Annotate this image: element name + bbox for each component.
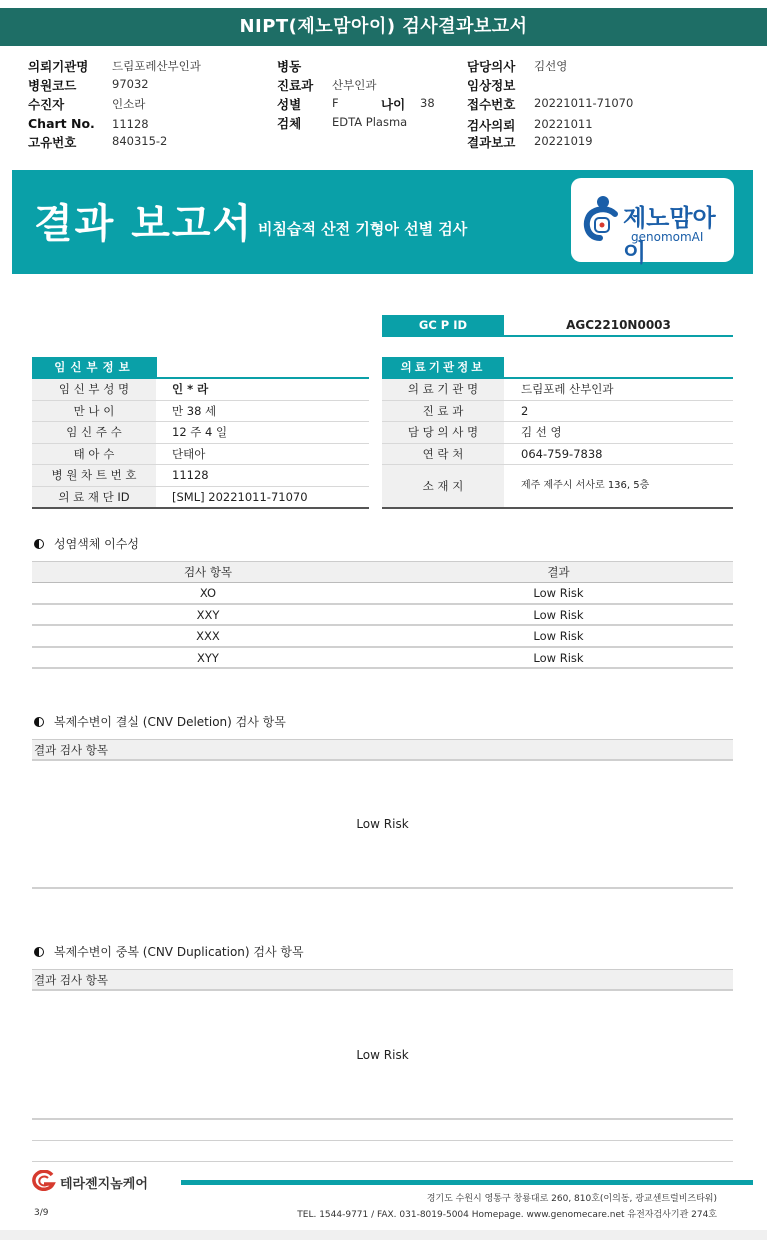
banner-subtitle: 비침습적 산전 기형아 선별 검사 — [258, 220, 468, 238]
logo-korean-text: 제노맘아이 — [623, 204, 716, 267]
pregnant-info-table — [32, 379, 369, 509]
table-value: 11128 — [172, 468, 209, 482]
report-banner — [12, 170, 753, 274]
table-key: 의 료 기 관 명 — [382, 379, 504, 400]
cell-result: Low Risk — [533, 650, 584, 665]
table-row — [32, 422, 369, 444]
cell-item: XO — [199, 586, 217, 600]
half-circle-icon — [34, 947, 44, 957]
col-header-result: 결과 — [547, 565, 570, 579]
table-row — [382, 401, 733, 423]
table-header — [32, 561, 733, 583]
cnv-deletion-result: Low Risk — [356, 817, 409, 831]
cell-item: XXX — [196, 629, 220, 643]
cnv-duplication-result: Low Risk — [356, 1048, 409, 1062]
header-value: 97032 — [112, 77, 149, 91]
header-label: 고유번호 — [28, 135, 77, 150]
institution-info-table — [382, 379, 733, 509]
table-row — [32, 401, 369, 423]
col-header-item: 검사 항목 — [183, 565, 233, 579]
table-row — [32, 379, 369, 401]
divider — [32, 507, 369, 509]
cell-result: Low Risk — [533, 586, 584, 600]
table-row — [32, 583, 733, 605]
terragen-logo — [30, 1170, 180, 1192]
header-value: 840315-2 — [112, 134, 168, 148]
aneuploidy-heading — [34, 535, 139, 552]
table-row — [382, 379, 733, 401]
cnv-deletion-table-header: 결과 검사 항목 — [32, 739, 733, 761]
cell-result: Low Risk — [533, 629, 584, 643]
header-value: 산부인과 — [332, 78, 377, 92]
banner-title: 결과 보고서 — [34, 201, 254, 247]
table-key: 임 신 주 수 — [32, 422, 156, 443]
table-row — [382, 444, 733, 466]
genomom-logo — [571, 178, 734, 267]
header-value: 20221011-71070 — [534, 96, 634, 110]
logo-english-text: genomomAI — [631, 230, 704, 244]
divider — [32, 1161, 733, 1162]
table-key: 만 나 이 — [32, 401, 156, 422]
table-value: [SML] 20221011-71070 — [172, 489, 308, 504]
gcp-id-label: GC P ID — [382, 315, 504, 336]
table-key: 진 료 과 — [382, 401, 504, 422]
header-label: 병동 — [277, 59, 302, 74]
genomom-logo-icon — [581, 194, 619, 246]
table-value: 김 선 영 — [521, 425, 562, 439]
table-value: 단태아 — [172, 446, 206, 461]
header-value: EDTA Plasma — [332, 115, 408, 129]
table-value: 제주 제주시 서사로 136, 5층 — [521, 480, 650, 491]
company-address: 경기도 수원시 영통구 창룡대로 260, 810호(이의동, 광교센트럴비즈타워) — [426, 1194, 717, 1204]
divider — [32, 887, 733, 889]
header-value: 20221019 — [534, 134, 593, 148]
header-label: 접수번호 — [467, 97, 516, 112]
cnv-deletion-heading — [34, 713, 286, 730]
table-key: 연 락 처 — [382, 444, 504, 465]
age-value: 38 — [420, 96, 435, 110]
footer-bar — [181, 1180, 753, 1185]
table-value: 064-759-7838 — [521, 446, 603, 461]
table-key: 의 료 재 단 ID — [32, 487, 156, 509]
cnv-duplication-table-header: 결과 검사 항목 — [32, 969, 733, 991]
table-row — [382, 422, 733, 444]
header-label: 담당의사 — [467, 59, 516, 74]
table-value: 인 * 라 — [172, 382, 209, 396]
half-circle-icon — [34, 539, 44, 549]
header-label: 성별 — [277, 97, 302, 112]
company-name: 테라젠지놈케어 — [60, 1177, 148, 1192]
header-label: 임상정보 — [467, 78, 516, 93]
cell-result: Low Risk — [533, 607, 584, 622]
table-row — [32, 648, 733, 670]
table-row — [32, 444, 369, 466]
company-contact: TEL. 1544-9771 / FAX. 031-8019-5004 Homepage. www.genomecare.net 유전자검사기관 274호 — [297, 1210, 717, 1220]
header-label: 병원코드 — [28, 78, 77, 93]
age-label: 나이 — [381, 97, 406, 112]
cnv-duplication-heading-text: 복제수변이 중복 (CNV Duplication) 검사 항목 — [54, 945, 304, 959]
table-value: 드림포레 산부인과 — [521, 382, 614, 396]
cell-item: XYY — [197, 650, 219, 665]
divider — [32, 1140, 733, 1141]
table-row — [382, 465, 733, 507]
report-title: NIPT(제노맘아이) 검사결과보고서 — [0, 8, 767, 46]
header-label: 결과보고 — [467, 135, 516, 150]
table-key: 임 신 부 성 명 — [32, 379, 156, 400]
header-label: 검사의뢰 — [467, 118, 516, 133]
cnv-deletion-heading-text: 복제수변이 결실 (CNV Deletion) 검사 항목 — [54, 715, 286, 729]
terragen-logo-icon — [30, 1170, 56, 1192]
table-row — [32, 605, 733, 627]
table-key: 병 원 차 트 번 호 — [32, 465, 156, 486]
table-row — [32, 626, 733, 648]
divider — [32, 1118, 733, 1120]
divider — [382, 335, 733, 337]
divider — [382, 507, 733, 509]
header-value: 드림포레산부인과 — [112, 59, 201, 73]
cnv-duplication-heading — [34, 943, 304, 960]
cell-item: XXY — [196, 607, 220, 622]
institution-info-tag: 의료기관정보 — [382, 357, 504, 378]
table-row — [32, 465, 369, 487]
aneuploidy-heading-text: 성염색체 이수성 — [54, 537, 139, 551]
header-value: 인소라 — [112, 97, 146, 111]
table-value: 2 — [521, 403, 529, 418]
header-label: Chart No. — [28, 116, 95, 131]
table-row — [32, 487, 369, 509]
table-key: 담 당 의 사 명 — [382, 422, 504, 443]
pregnant-info-tag: 임신부정보 — [32, 357, 157, 378]
table-value: 12 주 4 일 — [172, 425, 228, 439]
header-value: 11128 — [112, 117, 149, 131]
header-label: 의뢰기관명 — [28, 59, 89, 74]
page-number: 3/9 — [34, 1208, 49, 1218]
header-value: F — [332, 96, 339, 110]
table-key: 소 재 지 — [382, 465, 504, 507]
gcp-id-value: AGC2210N0003 — [566, 318, 671, 332]
header-value: 김선영 — [534, 59, 568, 73]
half-circle-icon — [34, 717, 44, 727]
header-label: 진료과 — [277, 78, 314, 93]
header-value: 20221011 — [534, 117, 593, 131]
header-label: 수진자 — [28, 97, 65, 112]
header-label: 검체 — [277, 116, 302, 131]
table-key: 태 아 수 — [32, 444, 156, 465]
table-value: 만 38 세 — [172, 403, 217, 418]
